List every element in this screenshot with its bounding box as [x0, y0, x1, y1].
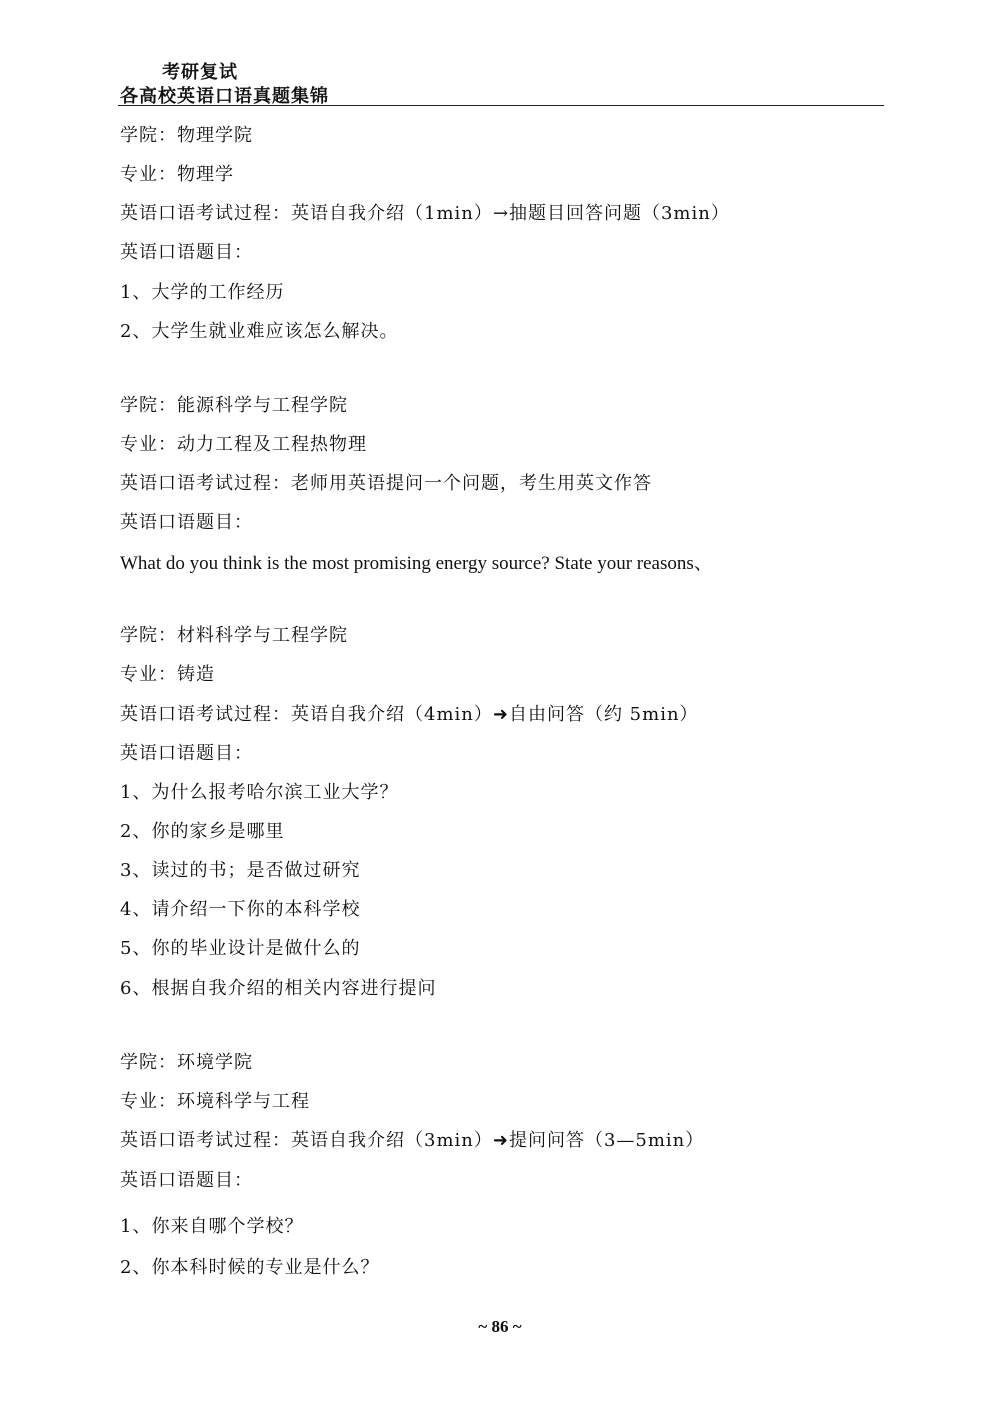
college-label: 学院：材料科学与工程学院 — [120, 625, 348, 646]
topic-item: 2、你的家乡是哪里 — [120, 821, 285, 842]
topic-item: 1、为什么报考哈尔滨工业大学？ — [120, 782, 399, 803]
major-label: 专业：动力工程及工程热物理 — [120, 434, 367, 455]
header-subtitle: 各高校英语口语真题集锦 — [120, 86, 329, 107]
topics-label: 英语口语题目： — [120, 242, 253, 263]
topic-item: 1、大学的工作经历 — [120, 282, 285, 303]
topics-label: 英语口语题目： — [120, 743, 253, 764]
college-label: 学院：能源科学与工程学院 — [120, 395, 348, 416]
topics-label: 英语口语题目： — [120, 1170, 253, 1191]
topics-label: 英语口语题目： — [120, 512, 253, 533]
exam-process: 英语口语考试过程：老师用英语提问一个问题，考生用英文作答 — [120, 473, 652, 494]
exam-process: 英语口语考试过程：英语自我介绍（1min）→抽题目回答问题（3min） — [120, 203, 730, 224]
topic-item: 3、读过的书；是否做过研究 — [120, 860, 361, 881]
exam-process: 英语口语考试过程：英语自我介绍（3min）➜提问问答（3—5min） — [120, 1130, 705, 1151]
page-number: ~ 86 ~ — [478, 1317, 522, 1336]
college-label: 学院：环境学院 — [120, 1052, 253, 1073]
topic-item: 1、你来自哪个学校？ — [120, 1216, 304, 1237]
major-label: 专业：环境科学与工程 — [120, 1091, 310, 1112]
header-title: 考研复试 — [162, 62, 238, 83]
major-label: 专业：铸造 — [120, 664, 215, 685]
topic-item: What do you think is the most promising energy source? State your reasons、 — [120, 553, 713, 574]
major-label: 专业：物理学 — [120, 164, 234, 185]
topic-item: 2、你本科时候的专业是什么？ — [120, 1257, 380, 1278]
exam-process: 英语口语考试过程：英语自我介绍（4min）➜自由问答（约 5min） — [120, 704, 699, 725]
topic-item: 4、请介绍一下你的本科学校 — [120, 899, 361, 920]
topic-item: 6、根据自我介绍的相关内容进行提问 — [120, 978, 437, 999]
college-label: 学院：物理学院 — [120, 125, 253, 146]
topic-item: 2、大学生就业难应该怎么解决。 — [120, 321, 399, 342]
topic-item: 5、你的毕业设计是做什么的 — [120, 938, 361, 959]
header-divider — [118, 105, 884, 106]
